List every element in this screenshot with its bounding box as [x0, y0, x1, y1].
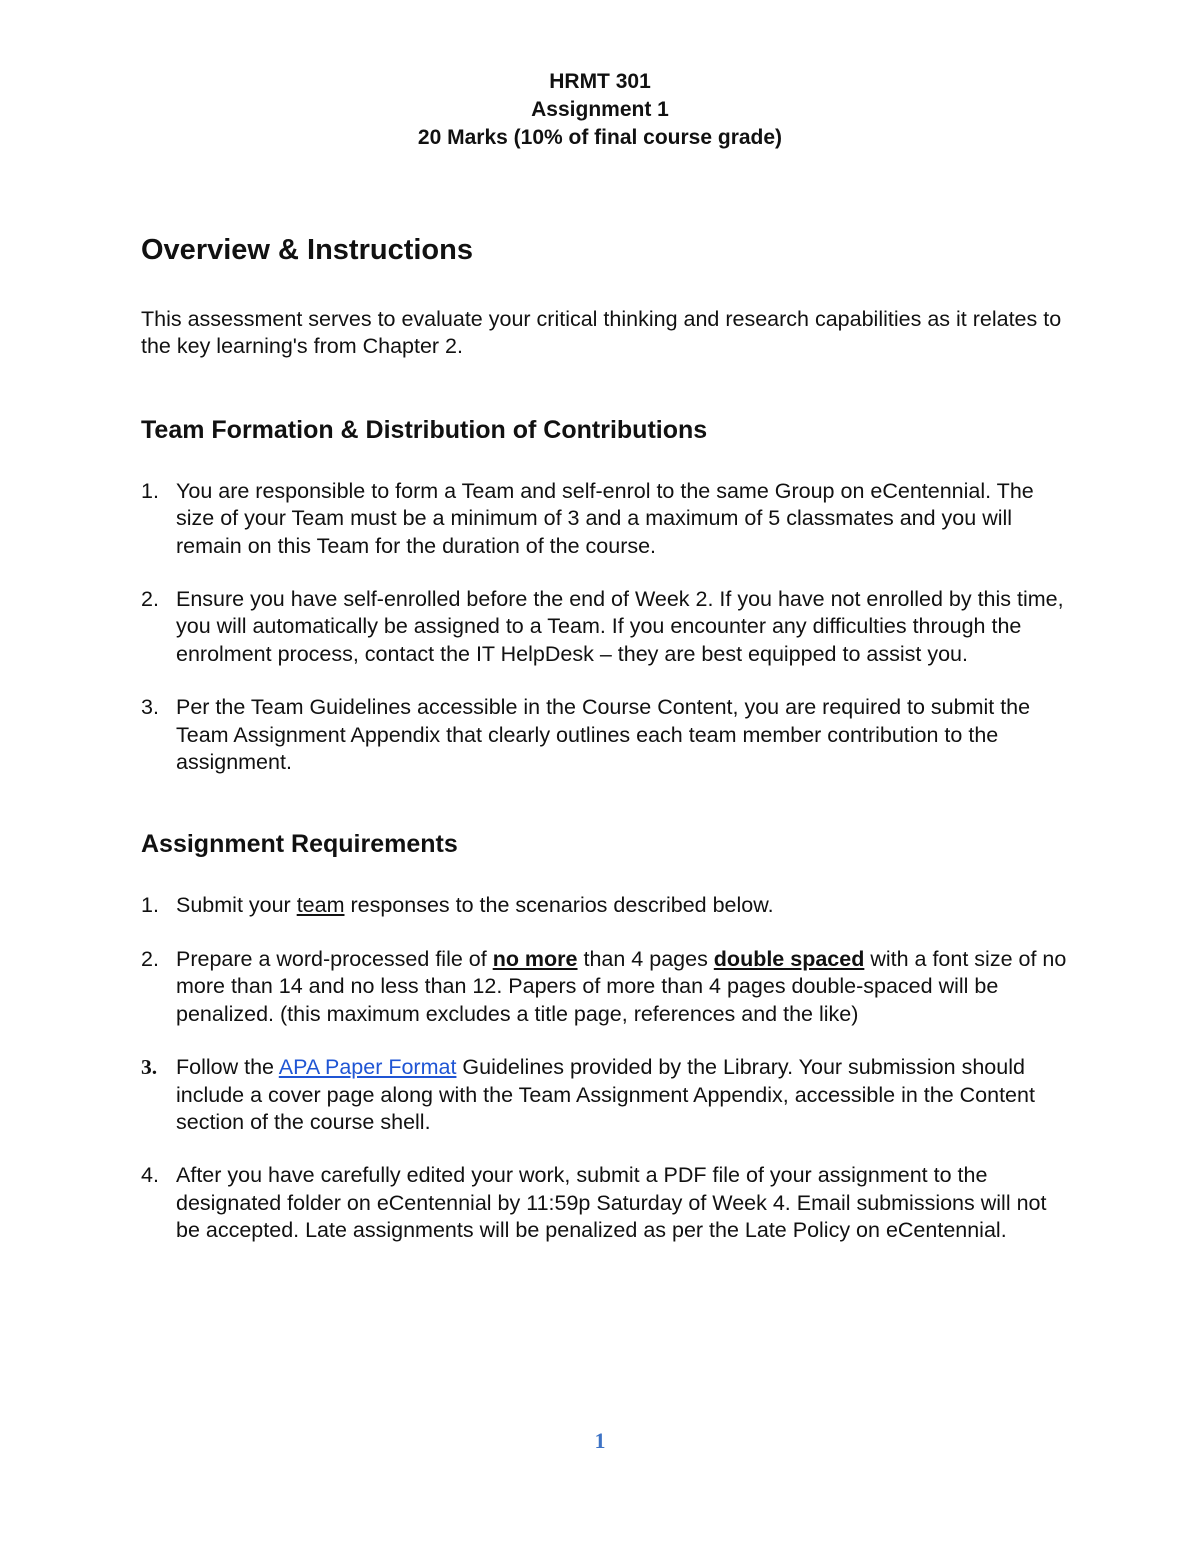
list-item-text: You are responsible to form a Team and self-enrol to the same Group on eCentennial. The size of your Team must be a minimum of 3 and a maximum of 5 classmates and you will remain on this Team for the duration of the course.	[176, 478, 1034, 558]
marks-line: 20 Marks (10% of final course grade)	[417, 126, 783, 149]
overview-heading: Overview & Instructions	[141, 234, 473, 266]
list-item-text: Per the Team Guidelines accessible in the Course Content, you are required to submit the Team Assignment Appendix that clearly outlines each team member contribution to the assignment.	[176, 695, 1031, 775]
list-item	[141, 892, 1071, 919]
list-number: 2.	[141, 946, 159, 971]
page-number: 1	[594, 1428, 606, 1453]
list-item	[141, 694, 1071, 776]
list-number: 4.	[141, 1163, 159, 1188]
list-number: 3.	[141, 695, 159, 720]
assignment-title: Assignment 1	[531, 98, 669, 121]
requirements-list	[141, 892, 1071, 1244]
list-number: 3.	[141, 1055, 158, 1080]
list-item-text: After you have carefully edited your work, submit a PDF file of your assignment to the designated folder on eCentennial by 11:59p Saturday of Week 4. Email submissions will not be accepted. Late assignments will be penalized as per the Late Policy on eCentennial.	[176, 1163, 1047, 1243]
list-number: 1.	[141, 478, 159, 503]
emphasis-team: team	[296, 893, 345, 918]
apa-paper-format-link[interactable]: APA Paper Format	[278, 1055, 457, 1080]
course-code: HRMT 301	[549, 70, 651, 93]
requirements-heading: Assignment Requirements	[141, 830, 458, 859]
emphasis-no-more: no more	[492, 946, 578, 971]
list-item-text: Prepare a word-processed file of no more than 4 pages double spaced with a font size of no more than 14 and no less than 12. Papers of more than 4 pages double-spaced will be penalized. (this maximum excludes a title page, references and the like)	[176, 946, 1067, 1026]
emphasis-double-spaced: double spaced	[713, 946, 865, 971]
list-item	[141, 586, 1071, 668]
list-item	[141, 1054, 1071, 1136]
list-item-text: Ensure you have self-enrolled before the end of Week 2. If you have not enrolled by this time, you will automatically be assigned to a Team. If you encounter any difficulties through the enrolment process, contact the IT HelpDesk – they are best equipped to assist you.	[176, 587, 1064, 666]
team-formation-list	[141, 478, 1071, 777]
list-item	[141, 478, 1071, 560]
team-formation-heading: Team Formation & Distribution of Contributions	[141, 415, 708, 444]
list-item-text: Follow the APA Paper Format Guidelines provided by the Library. Your submission should include a cover page along with the Team Assignment Appendix, accessible in the Content section of the course shell.	[176, 1055, 1035, 1134]
list-item	[141, 1162, 1071, 1244]
list-item-text: Submit your team responses to the scenarios described below.	[176, 893, 774, 918]
document-header	[0, 68, 1200, 152]
document-body	[141, 232, 1071, 1271]
list-item	[141, 946, 1071, 1028]
list-number: 1.	[141, 893, 159, 918]
overview-paragraph: This assessment serves to evaluate your critical thinking and research capabilities as it relates to the key learning's from Chapter 2.	[141, 307, 1062, 359]
list-number: 2.	[141, 587, 159, 612]
